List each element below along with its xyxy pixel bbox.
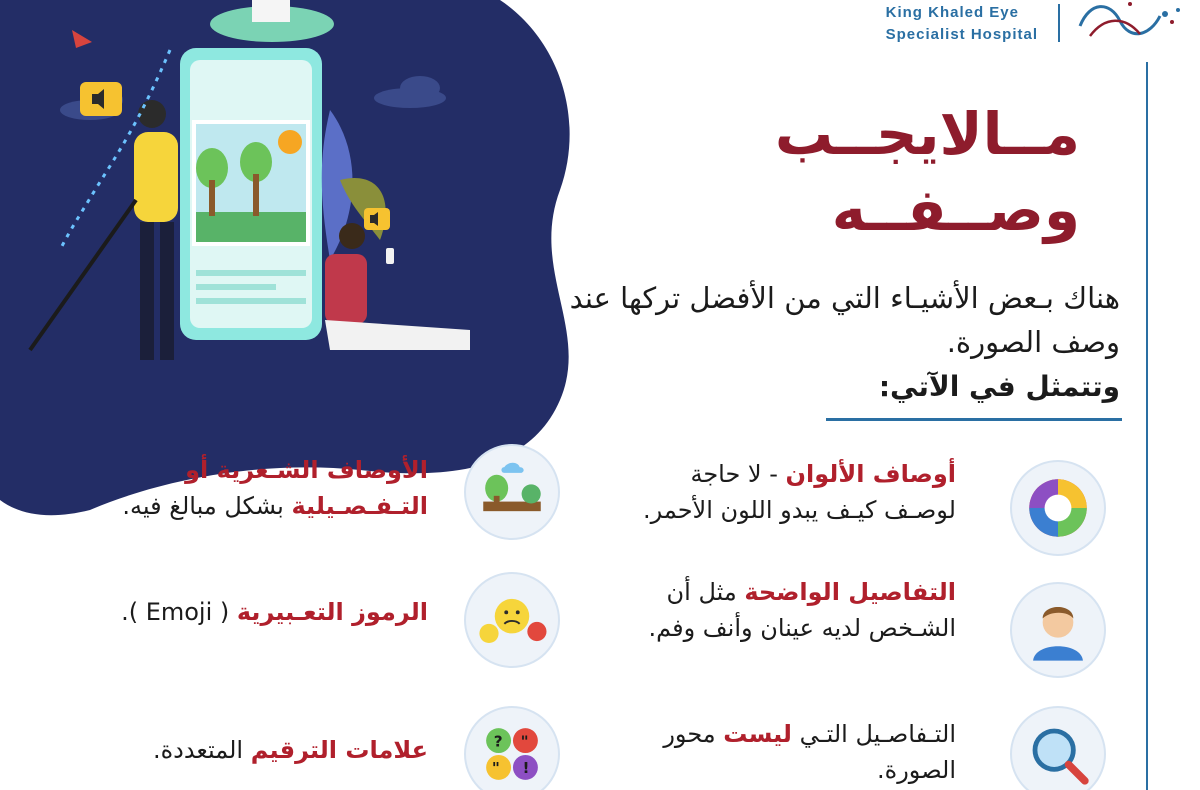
svg-text:": ": [491, 759, 500, 778]
item-emoji-highlight: الرموز التعـبيرية: [236, 598, 428, 626]
svg-text:?: ?: [493, 732, 503, 751]
item-poetic-highlight2: التـفـصـيلية: [291, 492, 428, 520]
person-face-icon: [1010, 582, 1106, 678]
item-poetic-highlight1: الأوصاف الشـعرية: [216, 456, 428, 484]
item-colors-text: - لا حاجة لوصـف كيـف يبدو اللون الأحمر.: [642, 460, 956, 524]
speaker-icon: [364, 208, 390, 230]
item-non-focus-highlight: ليست: [723, 720, 792, 748]
subheading-underline: [826, 418, 1122, 421]
item-non-focus-after: محور الصورة.: [663, 720, 956, 784]
magnifier-icon: [1010, 706, 1106, 790]
item-poetic-mid: أو: [185, 456, 217, 484]
item-clear-details-highlight: التفاصيل الواضحة: [744, 578, 956, 606]
item-non-focus-details: [616, 716, 956, 788]
vertical-divider: [1146, 62, 1148, 790]
item-emoji-text: ( Emoji ).: [121, 598, 237, 626]
svg-text:": ": [520, 732, 529, 751]
landscape-icon: [464, 444, 560, 540]
hospital-logo-icon: [1070, 0, 1190, 46]
speaker-icon: [80, 82, 122, 116]
item-colors: [636, 456, 956, 528]
item-clear-details: [636, 574, 956, 646]
hospital-name-line2: Specialist Hospital: [885, 26, 1038, 43]
hospital-name: [886, 2, 1038, 46]
phone-illustration: [180, 48, 322, 340]
emoji-faces-icon: [464, 572, 560, 668]
item-clear-details-text: مثل أن الشـخص لديه عينان وأنف وفم.: [648, 578, 956, 642]
item-emoji: [98, 594, 428, 630]
item-poetic-text: بشكل مبالغ فيه.: [122, 492, 292, 520]
hero-illustration: [0, 0, 620, 520]
svg-text:!: !: [522, 759, 530, 778]
page-title-line2: وصــفــه: [831, 176, 1080, 244]
intro-subheading: وتتمثل في الآتي:: [878, 370, 1120, 403]
item-punctuation-highlight: علامات الترقيم: [250, 736, 428, 764]
page-title-line1: مــالايجــب: [774, 100, 1080, 168]
item-non-focus-before: التـفاصـيل التـي: [791, 720, 956, 748]
header-divider: [1058, 4, 1060, 42]
item-colors-highlight: أوصاف الألوان: [785, 460, 956, 488]
hospital-name-line1: King Khaled Eye: [885, 4, 1019, 21]
item-punctuation-text: المتعددة.: [152, 736, 251, 764]
item-poetic-descriptions: [98, 452, 428, 524]
item-punctuation: [98, 732, 428, 768]
color-wheel-icon: [1010, 460, 1106, 556]
intro-text: هناك بـعض الأشيـاء التي من الأفضل تركها عند وصف الصورة.: [569, 281, 1120, 359]
header: [840, 0, 1200, 48]
punctuation-icon: [464, 706, 560, 790]
